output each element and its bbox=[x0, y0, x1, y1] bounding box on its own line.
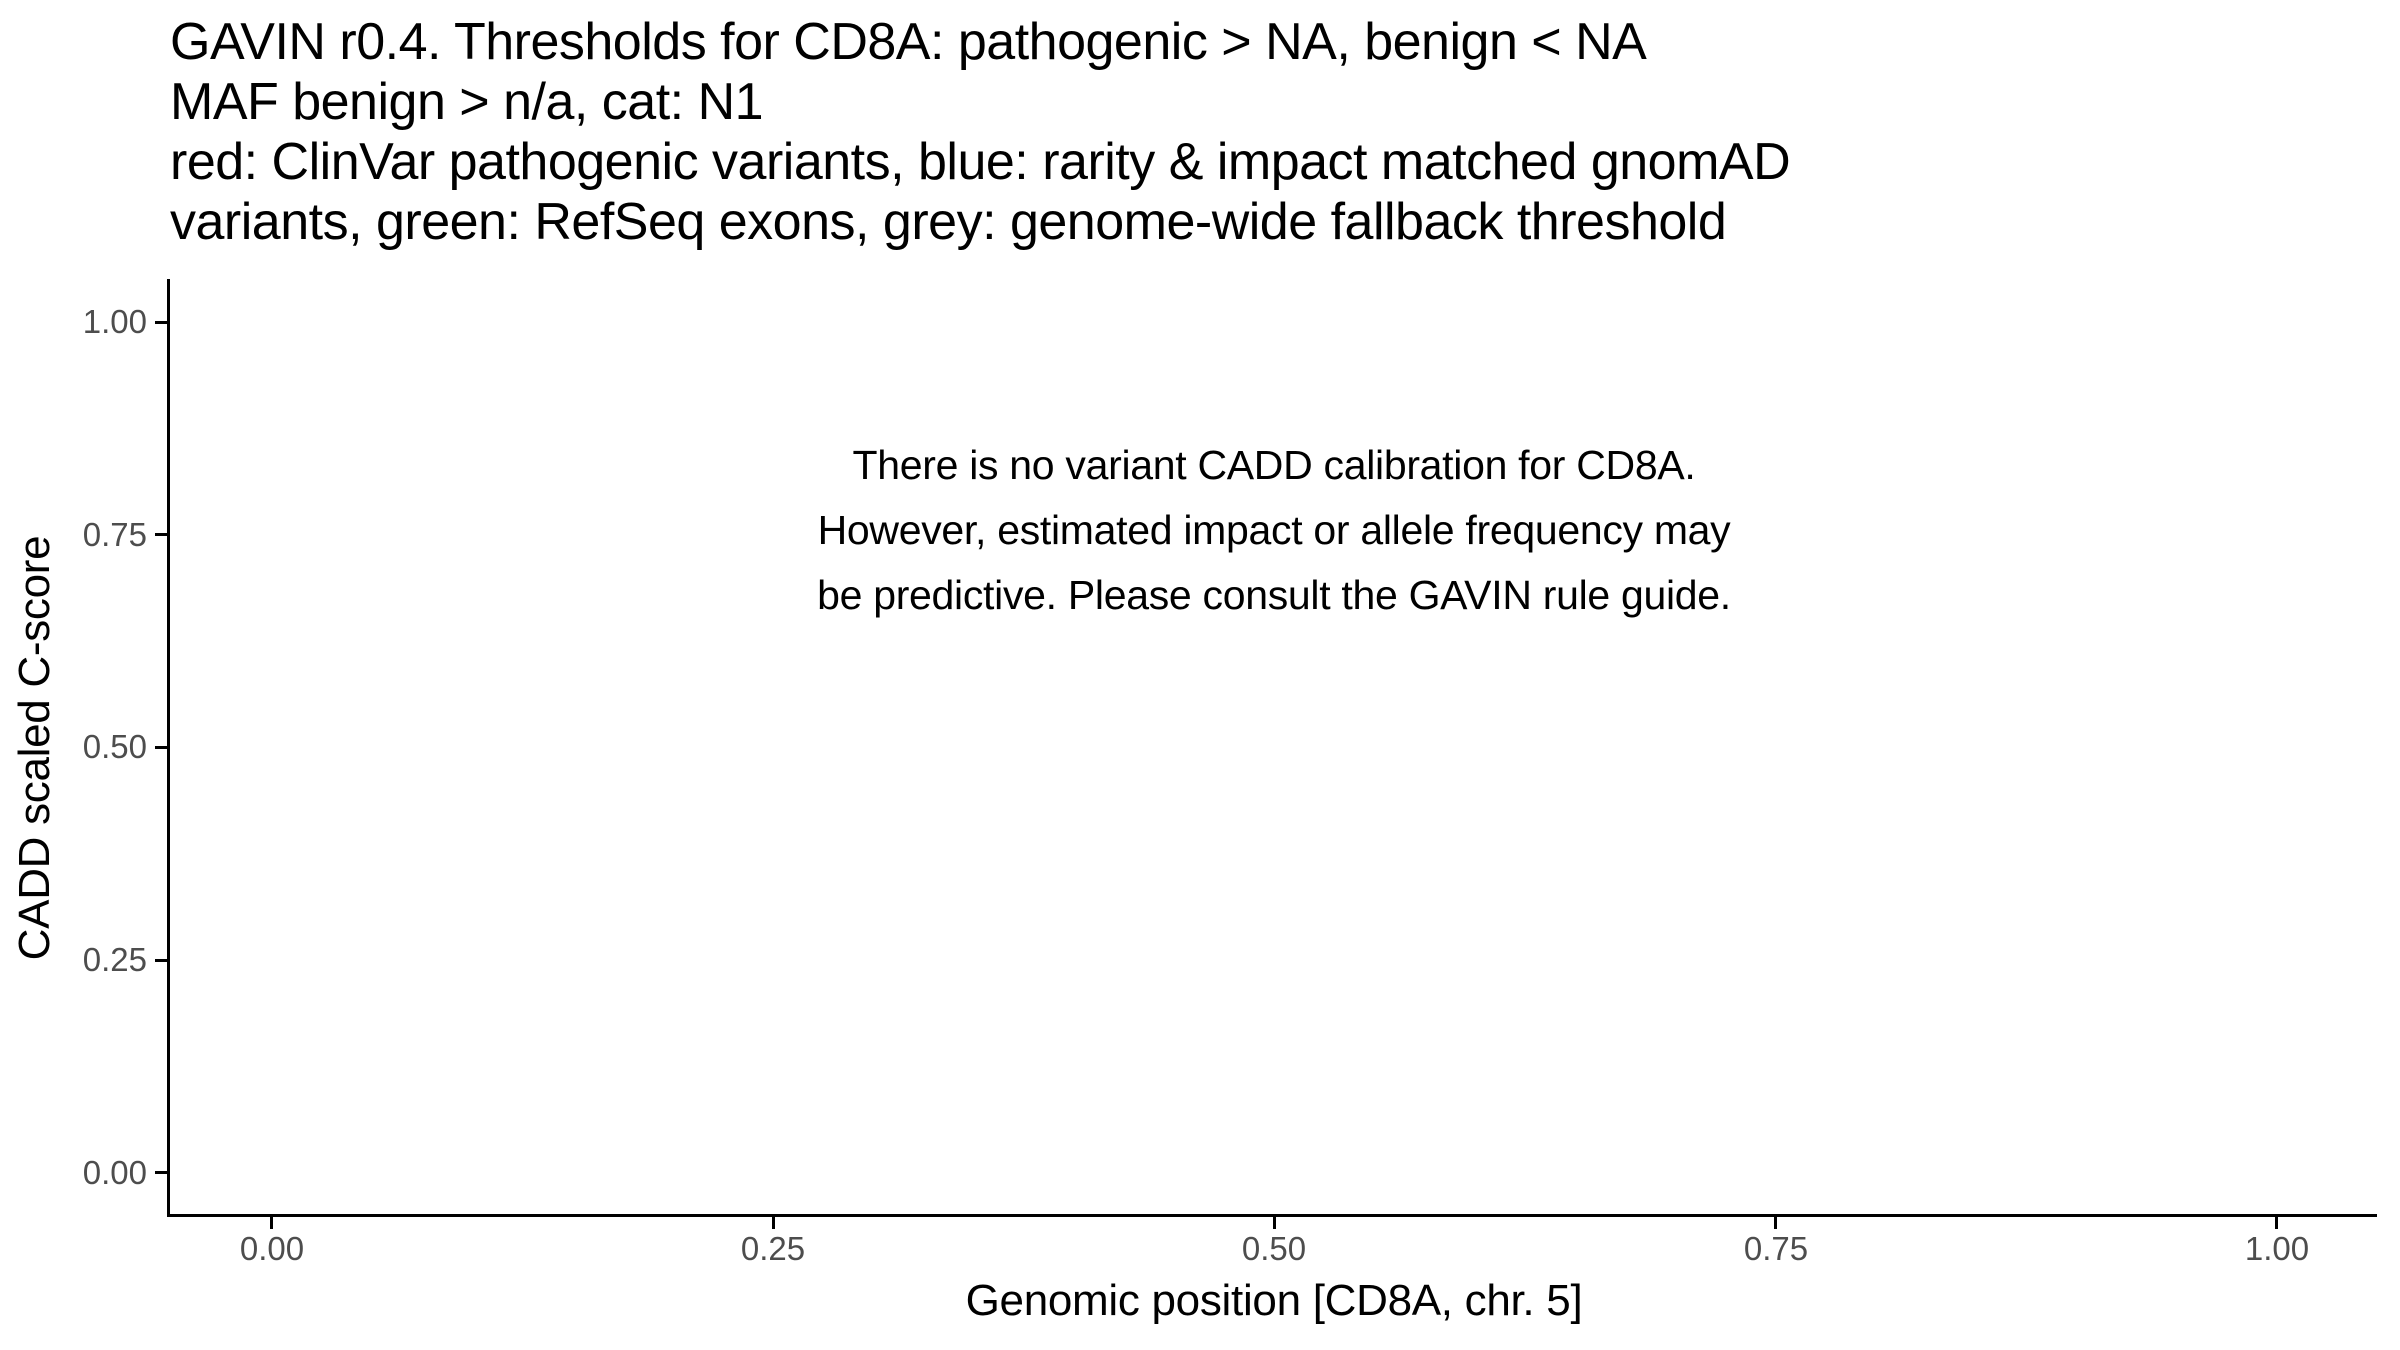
x-tick-label-0.00: 0.00 bbox=[239, 1230, 305, 1267]
chart-title-line-1: GAVIN r0.4. Thresholds for CD8A: pathogenic > NA, benign < NA bbox=[170, 13, 1647, 71]
y-tick-mark-1.00 bbox=[155, 321, 167, 324]
x-axis-title: Genomic position [CD8A, chr. 5] bbox=[965, 1276, 1583, 1325]
y-tick-label-1.00: 1.00 bbox=[82, 303, 147, 340]
y-tick-mark-0.00 bbox=[155, 1171, 167, 1174]
y-tick-label-0.75: 0.75 bbox=[82, 516, 147, 553]
y-tick-mark-0.75 bbox=[155, 533, 167, 536]
x-tick-label-0.50: 0.50 bbox=[1241, 1230, 1307, 1267]
y-axis-title: CADD scaled C-score bbox=[10, 535, 59, 961]
annotation-line-3: be predictive. Please consult the GAVIN rule guide. bbox=[817, 572, 1731, 618]
x-tick-mark-0.00 bbox=[270, 1217, 273, 1229]
annotation-line-1: There is no variant CADD calibration for CD8A. bbox=[852, 442, 1696, 488]
no-calibration-annotation bbox=[374, 433, 2174, 628]
chart-title-line-4: variants, green: RefSeq exons, grey: genome-wide fallback threshold bbox=[170, 193, 1727, 251]
x-tick-label-1.00: 1.00 bbox=[2244, 1230, 2310, 1267]
x-tick-mark-1.00 bbox=[2275, 1217, 2278, 1229]
y-tick-label-0.25: 0.25 bbox=[82, 941, 147, 978]
x-tick-mark-0.25 bbox=[772, 1217, 775, 1229]
x-tick-mark-0.50 bbox=[1273, 1217, 1276, 1229]
chart-title bbox=[170, 12, 1790, 252]
x-tick-label-0.75: 0.75 bbox=[1743, 1230, 1809, 1267]
annotation-line-2: However, estimated impact or allele frequency may bbox=[817, 507, 1731, 553]
x-tick-label-0.25: 0.25 bbox=[740, 1230, 806, 1267]
y-tick-label-0.00: 0.00 bbox=[82, 1154, 147, 1191]
y-tick-label-0.50: 0.50 bbox=[82, 728, 147, 765]
x-tick-mark-0.75 bbox=[1774, 1217, 1777, 1229]
plot-panel bbox=[167, 279, 2377, 1217]
y-tick-mark-0.50 bbox=[155, 746, 167, 749]
y-tick-mark-0.25 bbox=[155, 959, 167, 962]
chart-title-line-3: red: ClinVar pathogenic variants, blue: rarity & impact matched gnomAD bbox=[170, 133, 1791, 191]
chart-title-line-2: MAF benign > n/a, cat: N1 bbox=[170, 73, 764, 131]
